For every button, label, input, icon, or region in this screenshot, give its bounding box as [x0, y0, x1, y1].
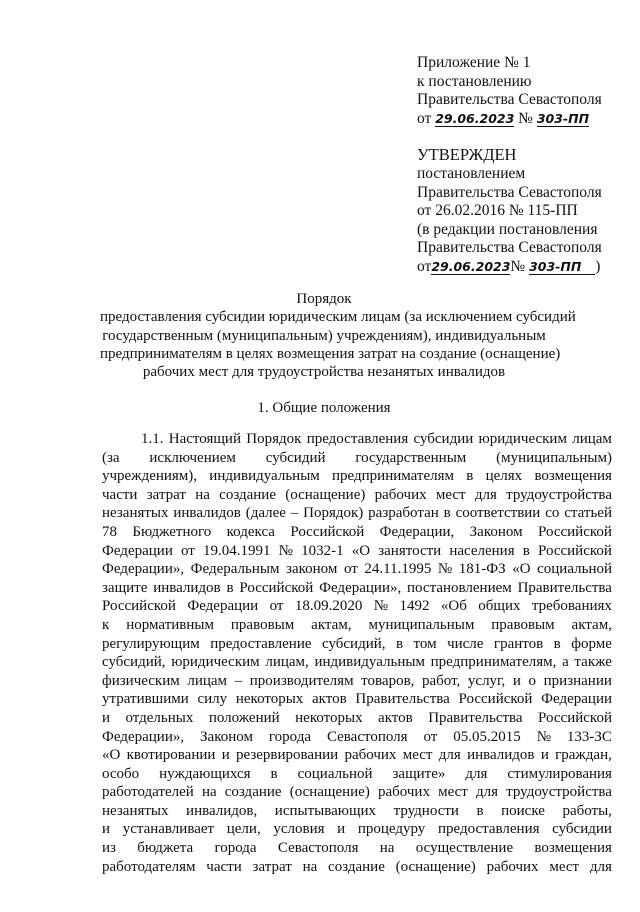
word: поиске [501, 802, 545, 819]
word: статьей [564, 505, 612, 522]
word: (оснащение) [289, 784, 370, 801]
appendix-line-2: к постановлению [417, 72, 532, 90]
approved-closing-paren: ) [595, 257, 601, 275]
word: правовым [230, 616, 295, 633]
word: и [512, 672, 521, 689]
word: части [206, 858, 242, 875]
word: актам, [311, 616, 352, 633]
appendix-block [417, 54, 602, 128]
word: от [180, 542, 195, 559]
word: Порядок [246, 431, 302, 447]
word: 181-ФЗ [458, 561, 506, 578]
word: особо [102, 765, 140, 782]
appendix-line-1: Приложение № 1 [417, 54, 531, 71]
word: занятости [378, 542, 442, 559]
word: числе [447, 635, 484, 652]
word: – [234, 672, 243, 689]
word: Российской [537, 523, 612, 540]
word: бюджета [137, 840, 194, 857]
word: Настоящий [168, 431, 241, 447]
body-line [102, 802, 612, 821]
title-line: рабочих мест для трудоустройства незанятых инвалидов [142, 364, 506, 381]
word: со [545, 505, 560, 522]
word: резервировании [236, 747, 339, 764]
word: (далее [245, 505, 286, 522]
word: трудоустройства [506, 784, 612, 801]
word: и [221, 747, 230, 764]
word: трудности [393, 802, 459, 819]
word: на [195, 486, 210, 503]
word: исключением [149, 449, 236, 466]
title-line: государственным (муниципальным) учреждениям), индивидуальным [102, 327, 546, 344]
word: граждан, [555, 747, 612, 764]
word: для [475, 784, 498, 801]
word: мест [402, 747, 433, 764]
body-line [102, 746, 612, 765]
word: инвалидов [173, 505, 241, 522]
body-line [102, 839, 612, 858]
word: населения [449, 542, 515, 559]
word: (оснащение) [395, 858, 476, 875]
word: Правительства [517, 579, 612, 596]
section-heading: 1. Общие положения [257, 400, 391, 416]
title-line: предпринимателям в целях возмещения затрат на создание (оснащение) [100, 345, 561, 362]
word: – [290, 505, 299, 522]
approved-heading: УТВЕРЖДЕН [417, 145, 517, 164]
word: Российской [102, 598, 176, 615]
word: юридическим [478, 431, 567, 447]
word: № [536, 728, 551, 745]
word: на [302, 858, 318, 875]
word: стимулирования [507, 765, 612, 782]
body-line [102, 765, 612, 784]
word: субсидии [413, 431, 474, 447]
word: предоставления [437, 821, 540, 838]
word: части [102, 486, 138, 503]
word: Федерации [541, 691, 612, 708]
word: рабочих [374, 486, 427, 503]
word: Бюджетного [132, 523, 212, 540]
word: 1.1. [141, 431, 164, 447]
appendix-date-prefix: от [417, 109, 432, 127]
word: Российской [458, 691, 533, 708]
word: предпринимателям, [430, 654, 557, 671]
approved-date: 29.06.2023 [431, 258, 511, 274]
word: нуждающихся [159, 765, 251, 782]
word: создание [328, 858, 385, 875]
word: регулирующим [102, 635, 200, 652]
body-text [102, 430, 612, 876]
word: в [270, 765, 278, 782]
word: а [562, 654, 569, 671]
body-line [102, 430, 612, 449]
word: к [102, 616, 110, 633]
word: в [226, 579, 234, 596]
word: форме [571, 635, 612, 652]
word: (за [102, 449, 120, 466]
word: работы, [562, 802, 612, 819]
word: цели, [226, 821, 261, 838]
word: работодателей [102, 784, 194, 801]
word: социальной [537, 561, 612, 578]
word: на [201, 784, 217, 801]
body-line [102, 467, 612, 486]
word: субсидий, [102, 654, 166, 671]
word: производителям [249, 672, 354, 689]
body-line [102, 542, 612, 561]
word: силу [197, 691, 228, 708]
word: 1492 [399, 598, 430, 615]
word: испытывающих [274, 802, 377, 819]
body-line [102, 709, 612, 728]
body-line [102, 672, 612, 691]
word: для [589, 858, 612, 875]
word: возмещения [534, 468, 612, 485]
word: условия [273, 821, 325, 838]
word: услуг, [467, 672, 506, 689]
word: Российской [538, 709, 612, 726]
word: для [465, 765, 488, 782]
word: грантов [493, 635, 544, 652]
word: Федерации [187, 598, 259, 615]
word: Законом [200, 728, 253, 745]
word: Правительства [355, 691, 450, 708]
word: лицам [572, 431, 612, 447]
word: 133-ЗС [566, 728, 612, 745]
word: трудоустройства [506, 486, 612, 503]
word: создание [224, 784, 282, 801]
body-line [102, 486, 612, 505]
word: затрат [146, 486, 186, 503]
word: Законом [469, 523, 523, 540]
word: для [438, 747, 461, 764]
word: в [466, 468, 474, 485]
word: Федерации», [102, 728, 185, 745]
word: актам, [571, 616, 612, 633]
word: товаров, [361, 672, 415, 689]
word: также [574, 654, 612, 671]
word: № [278, 542, 293, 559]
approved-date-prefix: от [417, 257, 432, 275]
word: положений [208, 709, 280, 726]
word: в [476, 802, 484, 819]
word: инвалидов, [186, 802, 258, 819]
approved-line-5: Правительства Севастополя [417, 239, 602, 256]
word: предпринимателям [332, 468, 455, 485]
word: отдельных [125, 709, 194, 726]
word: для [474, 486, 497, 503]
word: (оснащение) [285, 486, 366, 503]
word: физическим [102, 672, 180, 689]
word: в [522, 542, 530, 559]
approved-date-line [417, 258, 602, 277]
body-line [102, 579, 612, 598]
word: «О [102, 747, 121, 764]
body-line [102, 728, 612, 747]
body-line [102, 523, 612, 542]
word: кодекса [226, 523, 275, 540]
body-line [102, 858, 612, 877]
word: целях [485, 468, 523, 485]
appendix-line-3: Правительства Севастополя [417, 91, 602, 108]
word: и [540, 747, 549, 764]
word: о [528, 672, 537, 689]
word: общих [478, 598, 521, 615]
word: Правительства [428, 709, 523, 726]
approved-line-2: Правительства Севастополя [417, 183, 602, 201]
word: из [102, 840, 116, 857]
appendix-number-sign: № [518, 109, 533, 127]
word: правовым [491, 616, 555, 633]
word: в [395, 635, 404, 652]
word: от [269, 598, 284, 615]
word: субсидий, [321, 635, 386, 652]
appendix-date: 29.06.2023 [435, 110, 515, 126]
body-line [102, 560, 612, 579]
word: инвалидов [153, 579, 221, 596]
word: актов [378, 709, 413, 726]
word: соответствии [455, 505, 541, 522]
word: города [214, 840, 257, 857]
title-line: предоставления субсидии юридическим лицам (за исключением субсидий [100, 309, 576, 326]
word: мест [435, 486, 466, 503]
word: некоторых [235, 691, 304, 708]
body-line [102, 635, 612, 654]
word: том [413, 635, 437, 652]
word: затрат [252, 858, 292, 875]
word: на [379, 840, 395, 857]
body-line [102, 690, 612, 709]
word: создание [219, 486, 276, 503]
word: Федерации [102, 542, 173, 559]
word: муниципальным [368, 616, 475, 633]
document-title [100, 290, 576, 381]
word: устанавливает [122, 821, 215, 838]
word: в [443, 505, 451, 522]
word: социальной [297, 765, 373, 782]
appendix-number: 303-ПП [536, 110, 590, 126]
approved-line-3: от 26.02.2016 № 115-ПП [417, 202, 578, 219]
word: Севастополя [326, 728, 408, 745]
word: утратившими [102, 691, 189, 708]
word: инвалидов [467, 747, 535, 764]
word: признании [543, 672, 612, 689]
word: Федерации», [102, 561, 185, 578]
word: лицам, [265, 654, 309, 671]
word: и [102, 709, 111, 726]
word: рабочих [344, 747, 397, 764]
approved-block [417, 145, 602, 276]
word: от [343, 561, 358, 578]
word: Российской [537, 542, 612, 559]
word: № [437, 561, 453, 578]
word: некоторых [295, 709, 363, 726]
word: индивидуальным [314, 654, 425, 671]
word: мест [549, 858, 580, 875]
word: защите [102, 579, 148, 596]
word: «О [351, 542, 371, 559]
body-line [102, 597, 612, 616]
word: от [423, 728, 438, 745]
word: осуществление [415, 840, 514, 857]
word: 18.09.2020 [294, 598, 363, 615]
word: Федерации, [379, 523, 455, 540]
body-line [102, 820, 612, 839]
word: постановлением [407, 579, 512, 596]
word: Порядок) [303, 505, 364, 522]
word: Севастополя [277, 840, 359, 857]
word: и [102, 821, 111, 838]
body-line [102, 616, 612, 635]
word: субсидии [552, 821, 612, 838]
word: учреждениям), [102, 468, 198, 485]
word: законом [286, 561, 338, 578]
word: работ, [422, 672, 461, 689]
word: 24.11.1995 [364, 561, 432, 578]
appendix-date-line [417, 110, 602, 129]
approved-number-sign: № [510, 257, 526, 275]
word: мест [438, 784, 468, 801]
word: предоставления [306, 431, 409, 447]
word: города [268, 728, 312, 745]
word: 19.04.1991 [202, 542, 271, 559]
body-line [102, 783, 612, 802]
body-line [102, 504, 612, 523]
word: субсидий [265, 449, 326, 466]
word: юридическим [171, 654, 260, 671]
word: нормативным [126, 616, 214, 633]
word: индивидуальным [209, 468, 320, 485]
word: № [373, 598, 389, 615]
approved-line-1: постановлением [417, 165, 526, 182]
word: лицам [187, 672, 228, 689]
word: и [337, 821, 346, 838]
word: рабочих [486, 858, 539, 875]
word: Российской [239, 579, 314, 596]
word: незанятых [102, 802, 169, 819]
word: незанятых [102, 505, 169, 522]
word: квотировании [126, 747, 216, 764]
word: в [553, 635, 561, 652]
word: 78 [102, 523, 117, 540]
word: рабочих [377, 784, 430, 801]
word: «Об [440, 598, 467, 615]
word: (муниципальным) [496, 449, 612, 466]
word: работодателям [102, 858, 196, 875]
word: процедуру [357, 821, 426, 838]
approved-line-4: (в редакции постановления [417, 220, 598, 238]
word: «О [512, 561, 531, 578]
word: Федерации», [319, 579, 402, 596]
word: защите» [392, 765, 446, 782]
word: государственным [355, 449, 467, 466]
word: требованиях [531, 598, 612, 615]
word: 05.05.2015 [453, 728, 521, 745]
word: предоставление [210, 635, 312, 652]
word: Федеральным [190, 561, 280, 578]
word: разработан [368, 505, 439, 522]
body-line [102, 449, 612, 468]
title-line: Порядок [296, 291, 352, 307]
word: 1032-1 [301, 542, 344, 559]
word: Российской [290, 523, 365, 540]
word: возмещения [534, 840, 612, 857]
approved-number: 303-ПП [529, 259, 595, 275]
word: актов [312, 691, 347, 708]
body-line [102, 653, 612, 672]
